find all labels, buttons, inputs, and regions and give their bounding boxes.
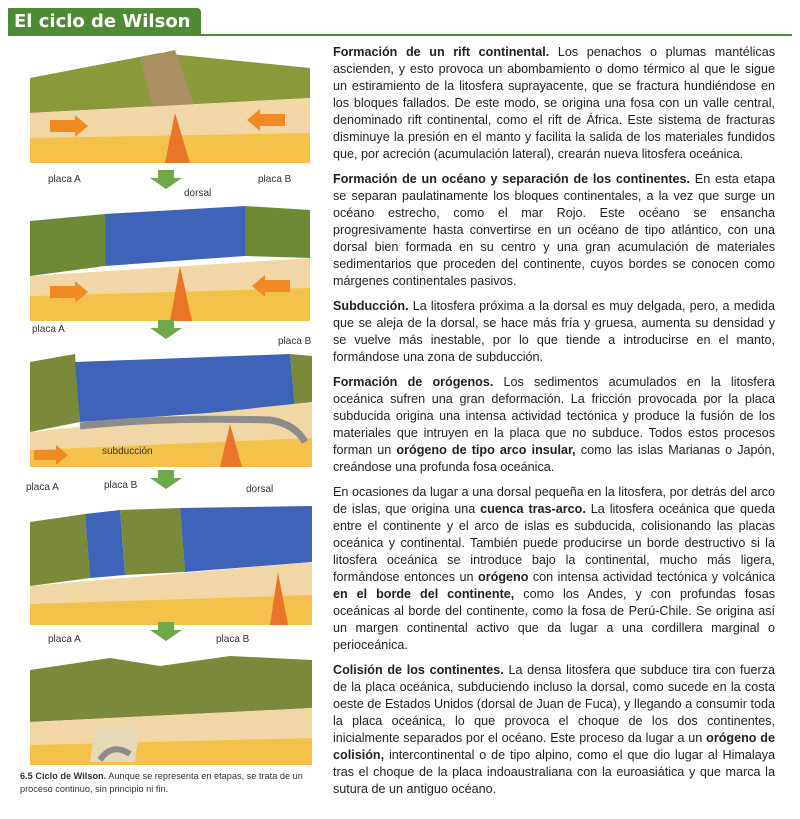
paragraph-backarc [333,484,775,654]
text-column [333,44,775,806]
body-collision-2: intercontinental o de tipo alpino, como el que dio lugar al Himalaya tras el choque de la placa indoaustraliana con la euroasiática y que marca la sutura de un antiguo océano. [333,748,776,796]
label-placa-a: placa A [32,324,65,335]
label-placa-b: placa B [216,634,250,645]
term-orogeno-colision: orógeno de colisión, [333,731,776,762]
down-arrow-icon [146,622,186,642]
body-orogens-1: Los sedimentos acumulados en la litosfera oceánica sufren una gran deformación. La fricción provocada por la placa subducida origina una intensa actividad tectónica y produce la fusión de los materiales que intruyen en la placa que no subduce. Todos estos procesos forman un [333,375,776,457]
body-backarc-2: La litosfera oceánica que queda entre el continente y el arco de islas es subducida, colisionando las placas oceánica y continental. También puede producirse un borde destructivo si la litosfera oceánica se introduce bajo la continental, mucho más ligera, formándose entonces un [333,502,775,584]
paragraph-orogens [333,374,775,476]
heading-ocean: Formación de un océano y separación de los continentes. [333,172,691,186]
label-placa-a: placa A [48,174,81,185]
stage-orogen-diagram [20,500,320,630]
title-bar [8,8,792,38]
heading-subduction: Subducción. [333,299,409,313]
heading-rift: Formación de un rift continental. [333,45,550,59]
body-subduction: La litosfera próxima a la dorsal es muy delgada, pero, a medida que se aleja de la dorsal, se hace más fría y gruesa, aumenta su densidad y se vuelve más inestable, por lo que tiende a introducirse en el manto, formándose una zona de subducción. [333,299,776,364]
label-placa-b: placa B [104,480,138,491]
label-dorsal: dorsal [246,484,274,495]
stage-subduction-diagram [20,342,320,472]
down-arrow-icon [146,170,186,190]
label-placa-a: placa A [48,634,81,645]
figure-caption [20,770,320,796]
paragraph-rift [333,44,775,163]
caption-number: 6.5 [20,771,33,781]
term-cuenca-tras-arco: cuenca tras-arco. [480,502,586,516]
term-orogeno: orógeno [478,570,529,584]
stage-collision-diagram [20,650,320,770]
paragraph-subduction [333,298,775,366]
page-title: El ciclo de Wilson [8,8,201,36]
term-arco-insular: orógeno de tipo arco insular, [396,443,576,457]
term-borde-continente: en el borde del continente, [333,587,515,601]
body-rift: Los penachos o plumas mantélicas ascienden, y esto provoca un abombamiento o domo térmico al que le sigue un estiramiento de la litosfera suprayacente, que se fractura hundiéndose en los bloques fallados. De este modo, se origina una fosa con un valle central, denominado rift continental, como el rift de África. Este sistema de fracturas disminuye la presión en el manto y facilita la salida de los materiales fundidos que, por acreción (acumulación lateral), crearán nueva litosfera oceánica. [333,45,776,161]
body-backarc-1: En ocasiones da lugar a una dorsal pequeña en la litosfera, por detrás del arco de islas, que origina una [333,485,775,516]
label-placa-a: placa A [26,482,59,493]
label-subduccion: subducción [102,446,153,457]
label-placa-b: placa B [258,174,292,185]
body-orogens-2: como las islas Marianas o Japón, creándose una profunda fosa oceánica. [333,443,776,474]
body-backarc-3: con intensa actividad tectónica y volcánica [532,570,776,584]
paragraph-collision [333,662,775,798]
heading-collision: Colisión de los continentes. [333,663,504,677]
body-ocean: En esta etapa se separan paulatinamente los bloques continentales, a la vez que surge un océano estrecho, como el mar Rojo. Este océano se ensancha progresivamente hasta convertirse en un océano de tipo atlántico, con una dorsal bien formada en su centro y una gran acumulación de materiales sedimentarios que proceden del continente, cuyos bordes se conocen como márgenes continentales pasivos. [333,172,776,288]
heading-orogens: Formación de orógenos. [333,375,494,389]
stage-rift-diagram [20,38,320,168]
paragraph-ocean [333,171,775,290]
label-placa-b: placa B [278,336,312,347]
caption-text: Aunque se representa en etapas, se trata de un proceso continuo, sin principio ni fin. [20,771,303,794]
body-collision-1: La densa litosfera que subduce tira con fuerza de la placa oceánica, subduciendo incluso la dorsal, como sucede en la costa oeste de Estados Unidos (dorsal de Juan de Fuca), y llegando a consumir toda la placa oceánica, lo que provoca el choque de los dos continentes, inicialmente separados por el océano. Este proceso da lugar a un [333,663,776,745]
body-backarc-4: como los Andes, y con profundas fosas oceánicas al borde del continente, como la fosa de Perú-Chile. Se origina así un margen continental activo que da lugar a una cordillera marginal o perioceánica. [333,587,776,652]
down-arrow-icon [146,320,186,340]
down-arrow-icon [146,470,186,490]
label-dorsal: dorsal [184,188,212,199]
stage-ocean-diagram [20,196,320,326]
caption-title: Ciclo de Wilson. [35,771,107,781]
wilson-cycle-illustration [10,38,322,780]
